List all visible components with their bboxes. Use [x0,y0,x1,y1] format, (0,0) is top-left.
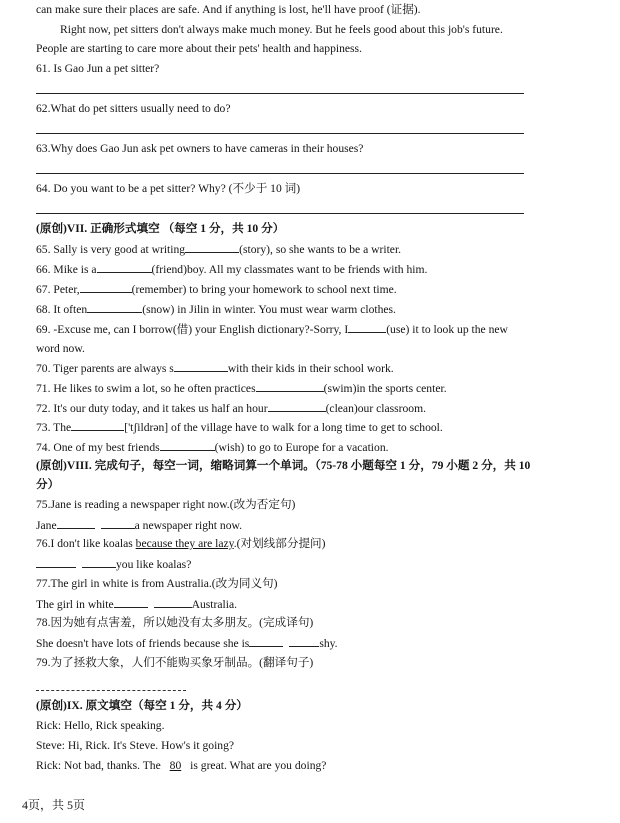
item-text: 69. -Excuse me, can I borrow(借) your English dictionary?-Sorry, I [36,323,349,336]
dialogue-line: Steve: Hi, Rick. It's Steve. How's it going? [36,739,235,752]
item-text: (remember) to bring your homework to school next time. [131,283,397,296]
answer-75 [36,517,242,533]
section-7-title: (原创)VII. 正确形式填空 （每空 1 分，共 10 分） [36,222,285,235]
fill-item-65 [36,241,401,257]
answer-blank[interactable] [256,380,324,392]
answer-blank[interactable] [289,635,319,647]
question-62: 62.What do pet sitters usually need to do? [36,102,231,115]
fill-item-69-cont: word now. [36,342,85,355]
item-text: (story), so she wants to be a writer. [239,243,402,256]
answer-blank[interactable] [101,517,135,529]
fill-item-72 [36,400,426,416]
item-text: 72. It's our duty today, and it takes us half an hour [36,402,268,415]
question-75: 75.Jane is reading a newspaper right now.(改为否定句) [36,498,296,511]
item-text: (swim)in the sports center. [323,382,447,395]
fill-item-69 [36,321,508,337]
question-78: 78.因为她有点害羞，所以她没有太多朋友。(完成译句) [36,616,314,629]
item-text: 76.I don't like koalas [36,537,136,550]
answer-blank[interactable] [57,517,95,529]
answer-blank[interactable] [185,241,239,253]
question-61: 61. Is Gao Jun a pet sitter? [36,62,160,75]
answer-blank[interactable] [160,439,215,451]
passage-line: People are starting to care more about their pets' health and happiness. [36,42,362,55]
item-text: She doesn't have lots of friends because she is [36,637,250,650]
item-text: Rick: Not bad, thanks. The [36,759,161,772]
fill-item-70 [36,360,394,376]
passage-line: can make sure their places are safe. And if anything is lost, he'll have proof (证据). [36,3,421,16]
item-text: Jane [36,519,57,532]
dialogue-line: Rick: Hello, Rick speaking. [36,719,165,732]
item-text: 66. Mike is a [36,263,97,276]
item-text: .(对划线部分提问) [233,537,326,550]
item-text: The girl in white [36,598,114,611]
passage-line: Right now, pet sitters don't always make much money. But he feels good about this job's future. [60,23,503,36]
fill-item-73 [36,419,443,435]
fill-item-71 [36,380,447,396]
section-9-title: (原创)IX. 原文填空（每空 1 分，共 4 分） [36,699,248,712]
answer-blank[interactable] [114,596,148,608]
item-text: (use) it to look up the new [386,323,508,336]
item-text: 74. One of my best friends [36,441,160,454]
answer-blank[interactable] [71,419,124,431]
fill-item-74 [36,439,389,455]
item-text: 73. The [36,421,72,434]
answer-blank[interactable] [82,556,116,568]
answer-77 [36,596,237,612]
answer-blank-80[interactable]: 80 [169,759,182,772]
fill-item-67 [36,281,397,297]
item-text: (clean)our classroom. [325,402,427,415]
page-footer: 4页，共 5页 [22,798,86,812]
fill-item-66 [36,261,427,277]
question-76 [36,536,326,551]
question-63: 63.Why does Gao Jun ask pet owners to have cameras in their houses? [36,142,364,155]
item-text: a newspaper right now. [134,519,243,532]
item-text: 67. Peter, [36,283,80,296]
answer-blank[interactable] [348,321,386,333]
answer-78 [36,635,338,651]
question-79: 79.为了拯救大象，人们不能购买象牙制品。(翻译句子) [36,656,314,669]
answer-blank[interactable] [249,635,283,647]
item-text: (wish) to go to Europe for a vacation. [214,441,389,454]
item-text: 65. Sally is very good at writing [36,243,186,256]
item-text: (friend)boy. All my classmates want to be friends with him. [151,263,428,276]
question-77: 77.The girl in white is from Australia.(改为同义句) [36,577,278,590]
answer-blank[interactable] [174,360,228,372]
fill-item-68 [36,301,396,317]
answer-line-62[interactable] [36,133,524,134]
section-8-title-cont: 分） [36,478,60,491]
answer-line-79[interactable] [36,690,186,691]
item-text: you like koalas? [116,558,192,571]
answer-blank[interactable] [154,596,192,608]
item-text: 71. He likes to swim a lot, so he often practices [36,382,256,395]
answer-blank[interactable] [268,400,326,412]
item-text: shy. [319,637,338,650]
answer-line-63[interactable] [36,173,524,174]
underlined-part: because they are lazy [135,537,234,550]
item-text: 68. It often [36,303,88,316]
answer-76 [36,556,191,572]
question-64: 64. Do you want to be a pet sitter? Why? (不少于 10 词) [36,182,301,195]
item-text: 70. Tiger parents are always s [36,362,174,375]
answer-line-64[interactable] [36,213,524,214]
answer-blank[interactable] [36,556,76,568]
answer-line-61[interactable] [36,93,524,94]
item-text: (snow) in Jilin in winter. You must wear warm clothes. [142,303,396,316]
item-text: is great. What are you doing? [190,759,327,772]
answer-blank[interactable] [97,261,152,273]
item-text: ['tʃildrən] of the village have to walk for a long time to get to school. [124,421,443,434]
answer-blank[interactable] [80,281,132,293]
answer-blank[interactable] [87,301,142,313]
item-text: with their kids in their school work. [227,362,394,375]
dialogue-line [36,758,326,773]
item-text: Australia. [191,598,238,611]
section-8-title: (原创)VIII. 完成句子，每空一词，缩略词算一个单词。（75-78 小题每空 1 分，79 小题 2 分，共 10 [36,459,531,472]
